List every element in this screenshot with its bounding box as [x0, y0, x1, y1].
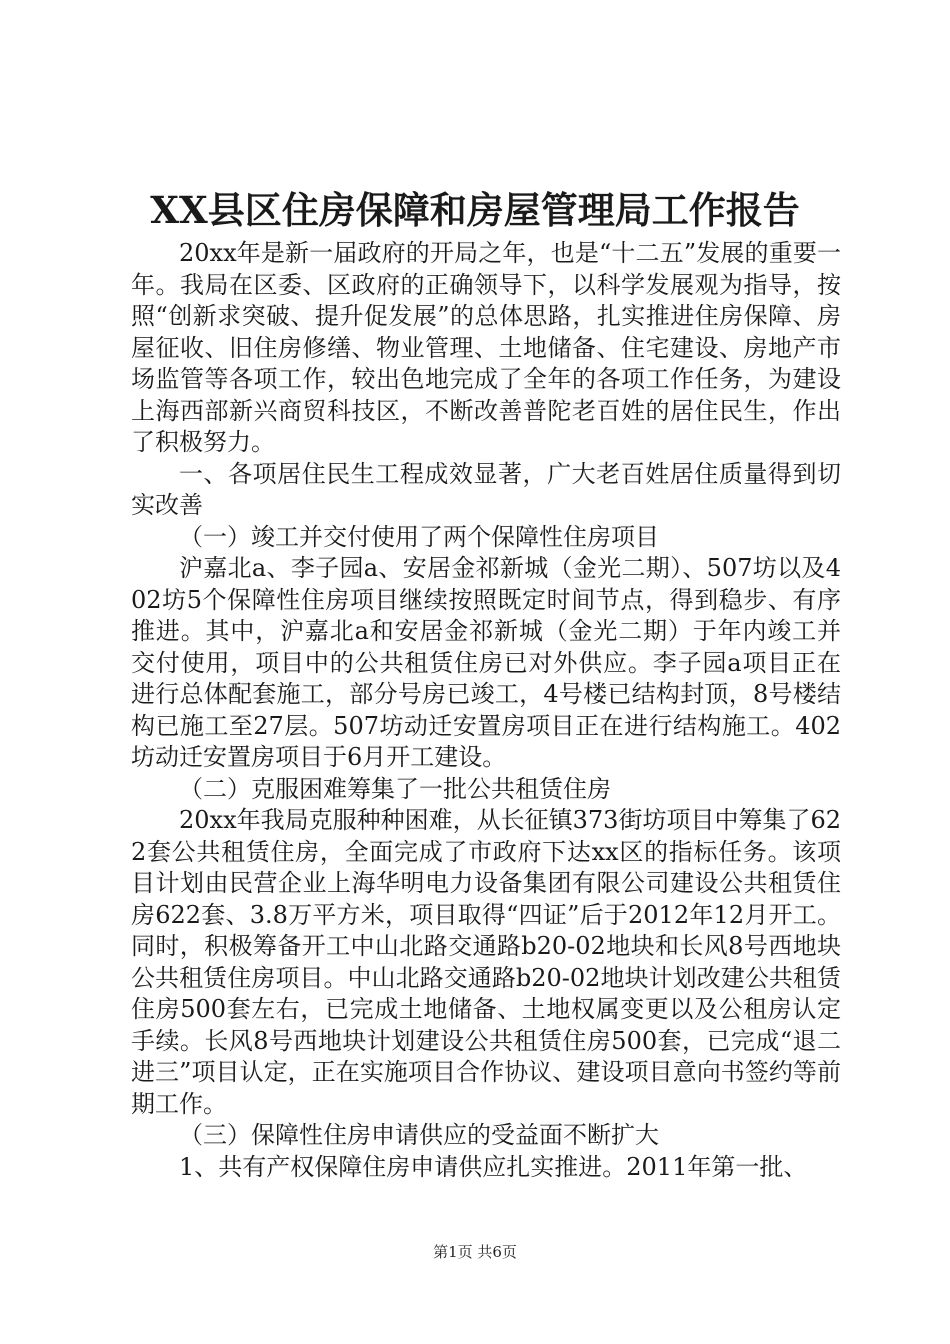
- subsection-heading-2: （二）克服困难筹集了一批公共租赁住房: [179, 774, 611, 803]
- document-body: [131, 238, 841, 1183]
- document-title: XX县区住房保障和房屋管理局工作报告: [150, 188, 800, 232]
- paragraph-projects: 沪嘉北a、李子园a、安居金祁新城（金光二期）、507坊以及402坊5个保障性住房项目继续按照既定时间节点，得到稳步、有序推进。其中，沪嘉北a和安居金祁新城（金光二期）于年内竣工并交付使用，项目中的公共租赁住房已对外供应。李子园a项目正在进行总体配套施工，部分号房已竣工，4号楼已结构封顶，8号楼结构已施工至27层。507坊动迁安置房项目正在进行结构施工。402坊动迁安置房项目于6月开工建设。: [131, 554, 841, 771]
- page-footer: 第1页 共6页: [433, 1243, 517, 1261]
- paragraph-public-rental: 20xx年我局克服种种困难，从长征镇373街坊项目中筹集了622套公共租赁住房，全面完成了市政府下达xx区的指标任务。该项目计划由民营企业上海华明电力设备集团有限公司建设公共租赁住房622套、3.8万平方米，项目取得“四证”后于2012年12月开工。同时，积极筹备开工中山北路交通路b20-02地块和长风8号西地块公共租赁住房项目。中山北路交通路b20-02地块计划改建公共租赁住房500套左右，已完成土地储备、土地权属变更以及公租房认定手续。长风8号西地块计划建设公共租赁住房500套，已完成“退二进三”项目认定，正在实施项目合作协议、建设项目意向书签约等前期工作。: [131, 806, 841, 1118]
- section-heading-1: 一、各项居住民生工程成效显著，广大老百姓居住质量得到切实改善: [131, 459, 841, 519]
- subsection-heading-3: （三）保障性住房申请供应的受益面不断扩大: [179, 1121, 659, 1149]
- paragraph-shared-ownership: 1、共有产权保障住房申请供应扎实推进。2011年第一批、: [179, 1152, 808, 1181]
- paragraph-intro: 20xx年是新一届政府的开局之年，也是“十二五”发展的重要一年。我局在区委、区政府的正确领导下，以科学发展观为指导，按照“创新求突破、提升促发展”的总体思路，扎实推进住房保障、房屋征收、旧住房修缮、物业管理、土地储备、住宅建设、房地产市场监管等各项工作，较出色地完成了全年的各项工作任务，为建设上海西部新兴商贸科技区，不断改善普陀老百姓的居住民生，作出了积极努力。: [131, 239, 841, 456]
- subsection-heading-1: （一）竣工并交付使用了两个保障性住房项目: [179, 522, 659, 551]
